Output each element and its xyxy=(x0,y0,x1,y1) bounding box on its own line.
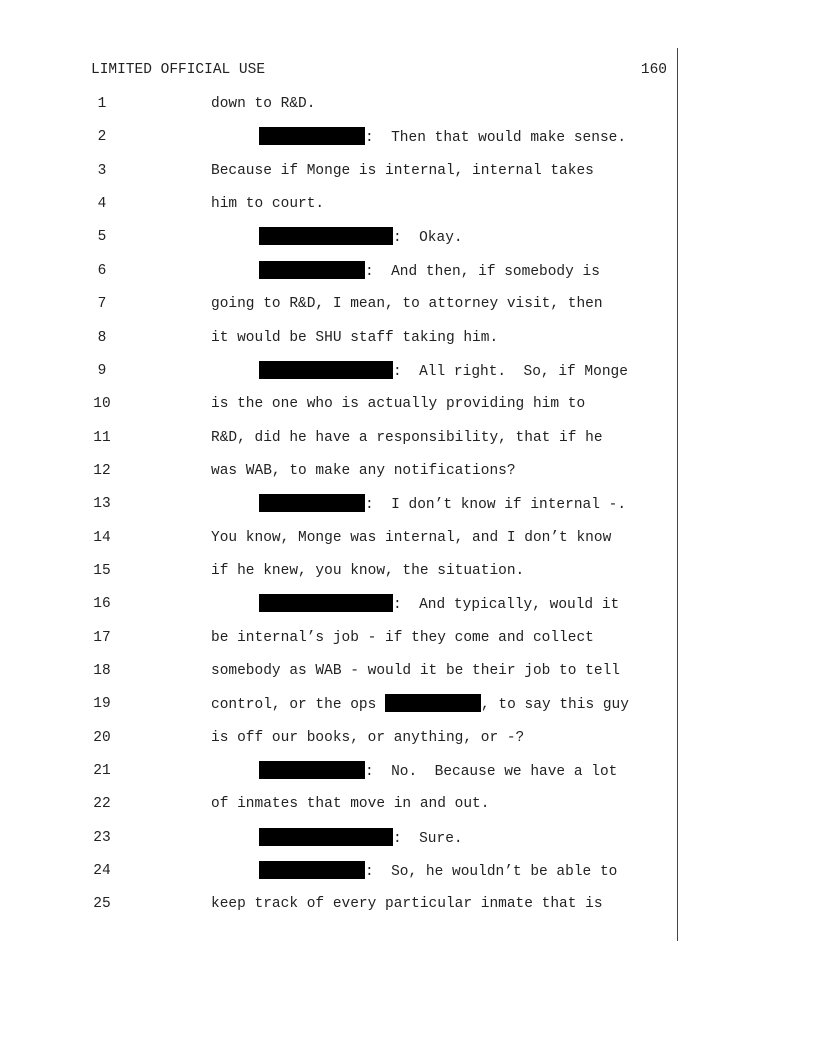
line-text xyxy=(211,194,324,214)
line-number: 23 xyxy=(93,829,111,846)
line-text-segment: : All right. So, if Monge xyxy=(393,363,628,380)
transcript-line xyxy=(0,261,816,285)
transcript-line xyxy=(0,861,816,885)
line-number: 12 xyxy=(93,462,111,479)
redaction-box xyxy=(259,494,365,512)
line-text-segment: : So, he wouldn’t be able to xyxy=(365,864,618,881)
transcript-line xyxy=(0,594,816,618)
transcript-line xyxy=(0,728,816,752)
classification-header: LIMITED OFFICIAL USE xyxy=(91,62,266,78)
line-text-segment: Because if Monge is internal, internal takes xyxy=(211,162,594,179)
line-text xyxy=(211,694,629,715)
line-text xyxy=(211,428,603,448)
line-number: 14 xyxy=(93,529,111,546)
transcript-line xyxy=(0,894,816,918)
line-number: 1 xyxy=(97,96,107,112)
line-text-segment: going to R&D, I mean, to attorney visit, then xyxy=(211,296,603,313)
line-text xyxy=(259,594,619,615)
line-text xyxy=(211,794,489,814)
transcript-line xyxy=(0,194,816,218)
line-number: 18 xyxy=(93,663,111,679)
transcript-line xyxy=(0,828,816,852)
line-number: 7 xyxy=(97,296,107,313)
redaction-box xyxy=(259,594,393,612)
transcript-line xyxy=(0,494,816,518)
line-text-segment: was WAB, to make any notifications? xyxy=(211,462,516,479)
line-number: 4 xyxy=(97,196,107,213)
line-text xyxy=(211,894,603,914)
line-text xyxy=(259,494,626,515)
line-number: 5 xyxy=(97,229,107,246)
line-text xyxy=(211,94,315,114)
redaction-box xyxy=(259,261,365,279)
line-number: 10 xyxy=(93,396,111,413)
line-text-segment: , to say this guy xyxy=(481,697,629,714)
redaction-box xyxy=(259,227,393,245)
line-text-segment: down to R&D. xyxy=(211,96,316,112)
line-text xyxy=(259,261,600,282)
redaction-box xyxy=(259,828,393,846)
transcript-line xyxy=(0,227,816,251)
transcript-line xyxy=(0,761,816,785)
line-text xyxy=(211,528,611,548)
line-number: 11 xyxy=(93,429,111,446)
transcript-line xyxy=(0,361,816,385)
line-text xyxy=(211,628,594,648)
line-text-segment: of inmates that move in and out. xyxy=(211,796,490,813)
redaction-box xyxy=(259,361,393,379)
line-text-segment: somebody as WAB - would it be their job to tell xyxy=(211,663,620,679)
transcript-line xyxy=(0,461,816,485)
line-text-segment: keep track of every particular inmate that is xyxy=(211,896,603,913)
transcript-line xyxy=(0,294,816,318)
line-text-segment: it would be SHU staff taking him. xyxy=(211,329,499,346)
line-text-segment: : No. Because we have a lot xyxy=(365,764,618,780)
line-text xyxy=(259,361,628,382)
redaction-box xyxy=(259,127,365,145)
line-number: 25 xyxy=(93,896,111,913)
transcript-line xyxy=(0,428,816,452)
line-number: 21 xyxy=(93,763,111,779)
transcript-line xyxy=(0,794,816,818)
line-text xyxy=(211,328,498,348)
line-text xyxy=(259,227,463,248)
line-text-segment: is off our books, or anything, or -? xyxy=(211,729,525,746)
line-text xyxy=(259,861,617,882)
line-text-segment: : I don’t know if internal -. xyxy=(365,497,627,514)
line-text xyxy=(211,728,524,748)
line-text-segment: You know, Monge was internal, and I don’t know xyxy=(211,529,612,546)
transcript-line xyxy=(0,694,816,718)
line-text xyxy=(211,461,516,481)
transcript-line xyxy=(0,561,816,585)
line-text-segment: : And then, if somebody is xyxy=(365,263,600,280)
transcript-line xyxy=(0,528,816,552)
line-text-segment: : And typically, would it xyxy=(393,597,620,614)
line-number: 20 xyxy=(93,729,111,746)
line-text xyxy=(211,294,603,314)
redaction-box xyxy=(259,761,365,779)
line-number: 9 xyxy=(97,362,107,379)
transcript-line xyxy=(0,628,816,652)
line-text-segment: R&D, did he have a responsibility, that if he xyxy=(211,429,603,446)
line-text-segment: : Then that would make sense. xyxy=(365,130,627,147)
line-number: 24 xyxy=(93,863,111,880)
line-number: 6 xyxy=(97,262,107,279)
line-text-segment: is the one who is actually providing him to xyxy=(211,396,586,413)
page-number: 160 xyxy=(640,62,667,78)
line-text xyxy=(259,828,463,849)
line-text-segment: : Okay. xyxy=(393,230,463,247)
line-text xyxy=(211,561,524,581)
transcript-line xyxy=(0,161,816,185)
line-number: 16 xyxy=(93,596,111,613)
line-number: 17 xyxy=(93,629,111,646)
line-text xyxy=(259,127,626,148)
redaction-box xyxy=(259,861,365,879)
transcript-line xyxy=(0,661,816,685)
line-number: 19 xyxy=(93,696,111,713)
redaction-box xyxy=(385,694,481,712)
transcript-line xyxy=(0,394,816,418)
line-text-segment: : Sure. xyxy=(393,830,463,847)
line-text xyxy=(211,161,594,181)
line-text xyxy=(259,761,617,782)
line-number: 8 xyxy=(97,329,107,346)
transcript-line xyxy=(0,127,816,151)
line-number: 22 xyxy=(93,796,111,813)
line-number: 13 xyxy=(93,496,111,513)
line-text-segment: be internal’s job - if they come and collect xyxy=(211,629,594,646)
transcript-line xyxy=(0,94,816,118)
line-text xyxy=(211,394,585,414)
line-number: 3 xyxy=(97,162,107,179)
line-text-segment: control, or the ops xyxy=(211,697,386,714)
line-text-segment: him to court. xyxy=(211,196,325,213)
line-number: 2 xyxy=(97,129,107,146)
transcript-line xyxy=(0,328,816,352)
line-number: 15 xyxy=(93,562,111,579)
line-text xyxy=(211,661,620,681)
line-text-segment: if he knew, you know, the situation. xyxy=(211,562,525,579)
